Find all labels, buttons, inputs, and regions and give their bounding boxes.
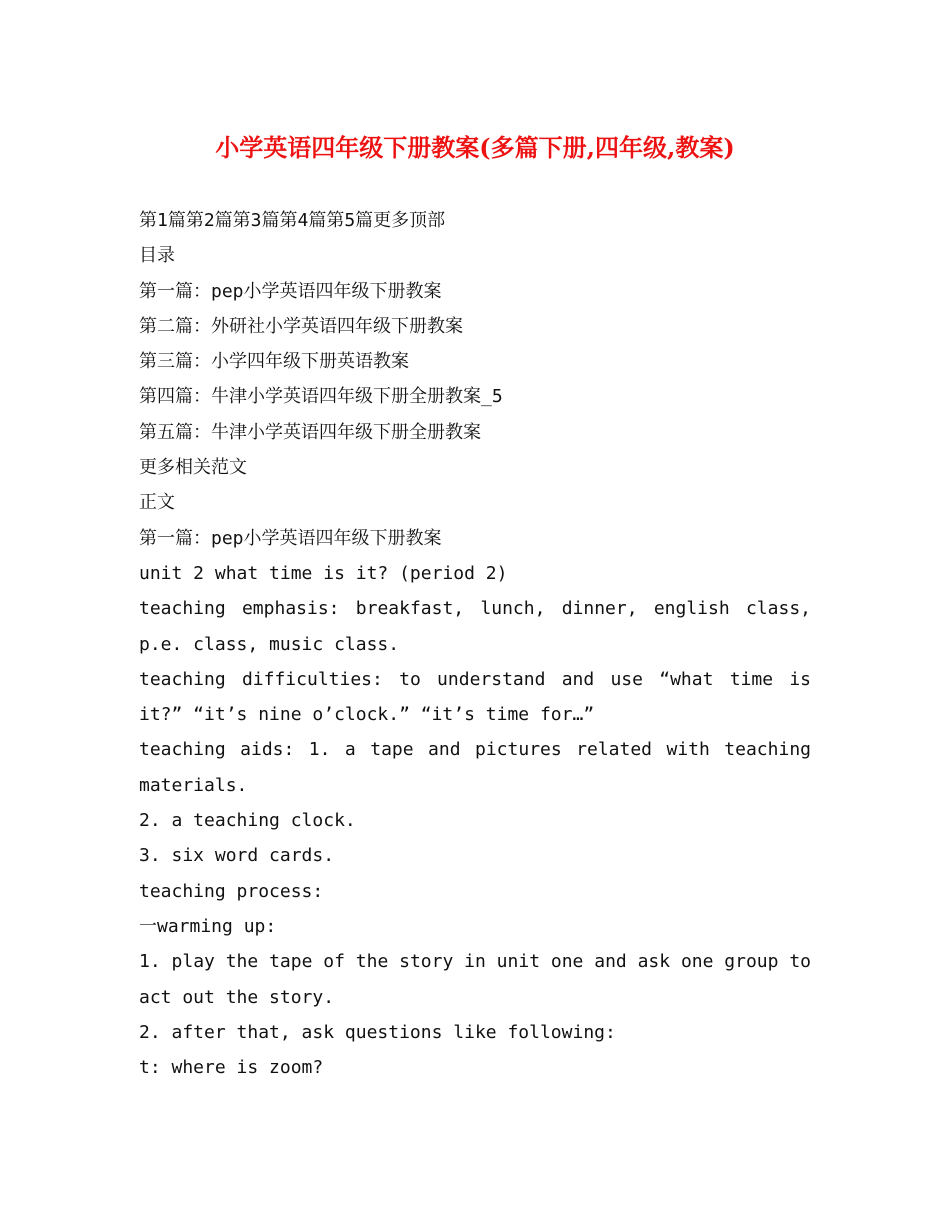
toc-item-1: 第一篇：pep小学英语四年级下册教案 xyxy=(139,280,442,302)
text-line: teaching aids: 1. a tape and pictures related with teaching xyxy=(139,739,811,761)
more-related-heading: 更多相关范文 xyxy=(139,457,247,479)
text-line: 3. six word cards. xyxy=(139,845,335,867)
text-line: teaching process: xyxy=(139,880,324,902)
text-line: t: where is zoom? xyxy=(139,1057,324,1079)
toc-item-2: 第二篇：外研社小学英语四年级下册教案 xyxy=(139,315,463,337)
document-title: 小学英语四年级下册教案(多篇下册,四年级,教案) xyxy=(215,133,735,162)
body-heading: 正文 xyxy=(139,492,175,514)
text-line: 1. play the tape of the story in unit one and ask one group to xyxy=(139,951,811,973)
toc-heading: 目录 xyxy=(139,245,175,267)
text-line: 2. a teaching clock. xyxy=(139,810,356,832)
text-line: 一warming up: xyxy=(139,915,277,937)
text-line: act out the story. xyxy=(139,986,335,1008)
text-line: teaching emphasis: breakfast, lunch, dinner, english class, xyxy=(139,598,811,620)
section-nav-line: 第1篇第2篇第3篇第4篇第5篇更多顶部 xyxy=(139,210,446,231)
toc-item-5: 第五篇：牛津小学英语四年级下册全册教案 xyxy=(139,421,481,443)
text-line: materials. xyxy=(139,774,248,796)
toc-item-4: 第四篇：牛津小学英语四年级下册全册教案_5 xyxy=(139,386,503,408)
text-line: 2. after that, ask questions like following: xyxy=(139,1021,616,1043)
document-body xyxy=(139,203,811,1085)
text-line: it?” “it’s nine o’clock.” “it’s time for…” xyxy=(139,704,595,726)
text-line: teaching difficulties: to understand and use “what time is xyxy=(139,668,811,690)
toc-item-3: 第三篇：小学四年级下册英语教案 xyxy=(139,351,409,373)
text-line: unit 2 what time is it? (period 2) xyxy=(139,562,508,584)
text-line: p.e. class, music class. xyxy=(139,633,400,655)
article-1-heading: 第一篇：pep小学英语四年级下册教案 xyxy=(139,527,442,549)
